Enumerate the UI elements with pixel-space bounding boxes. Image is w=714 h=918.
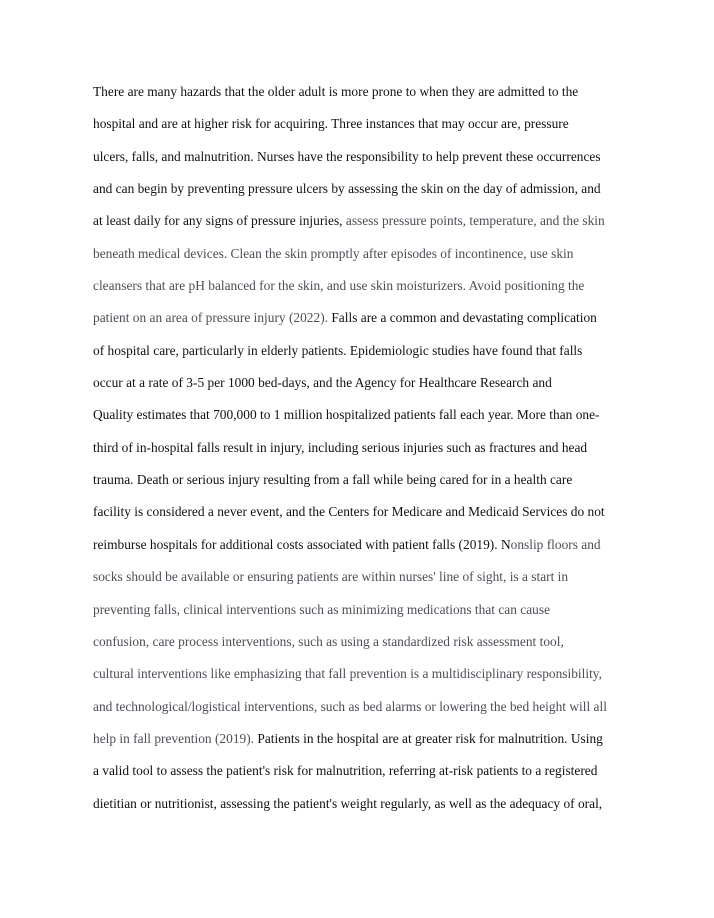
text-run: There are many hazards that the older adult is more prone to when they are admitted to the [93, 84, 579, 99]
text-run: confusion, care process interventions, such as using a standardized risk assessment tool, [93, 633, 564, 649]
text-run: facility is considered a never event, and the Centers for Medicare and Medicaid Services do not [93, 504, 605, 520]
text-run: assess pressure points, temperature, and the skin [345, 213, 605, 229]
text-run: socks should be available or ensuring patients are within nurses' line of sight, is a start in [93, 569, 569, 585]
text-line [93, 533, 638, 565]
text-run: and can begin by preventing pressure ulcers by assessing the skin on the day of admission, and [93, 181, 601, 197]
text-run: Quality estimates that 700,000 to 1 million hospitalized patients fall each year. More than one- [93, 407, 600, 423]
text-line [93, 598, 638, 630]
text-line [93, 209, 638, 241]
text-line [93, 371, 638, 403]
text-run: cultural interventions like emphasizing that fall prevention is a multidisciplinary responsibility, [93, 666, 602, 682]
text-run: at least daily for any signs of pressure injuries, [93, 213, 346, 229]
body-paragraph [93, 80, 638, 824]
text-run: dietitian or nutritionist, assessing the patient's weight regularly, as well as the adequacy of oral, [93, 795, 603, 811]
text-run: onslip floors and [510, 536, 601, 552]
text-run: help in fall prevention (2019). [93, 730, 258, 746]
text-line [93, 112, 638, 144]
text-line [93, 630, 638, 662]
text-line [93, 695, 638, 727]
text-line [93, 662, 638, 694]
text-run: preventing falls, clinical interventions such as minimizing medications that can cause [93, 601, 551, 617]
text-run: beneath medical devices. Clean the skin promptly after episodes of incontinence, use skin [93, 245, 574, 261]
text-line [93, 727, 638, 759]
text-line [93, 468, 638, 500]
text-run: and technological/logistical interventions, such as bed alarms or lowering the bed height will all [93, 698, 607, 714]
text-run: Patients in the hospital are at greater risk for malnutrition. Using [257, 730, 603, 746]
text-run: Falls are a common and devastating complication [331, 310, 597, 326]
text-line [93, 500, 638, 532]
text-line [93, 436, 638, 468]
text-line [93, 177, 638, 209]
text-run: patient on an area of pressure injury (2022). [93, 310, 332, 326]
text-run: of hospital care, particularly in elderly patients. Epidemiologic studies have found that falls [93, 342, 583, 358]
text-line [93, 759, 638, 791]
text-run: ulcers, falls, and malnutrition. Nurses have the responsibility to help prevent these occurrences [93, 148, 601, 164]
text-line [93, 403, 638, 435]
text-line [93, 565, 638, 597]
text-line [93, 306, 638, 338]
text-run: hospital and are at higher risk for acquiring. Three instances that may occur are, pressure [93, 116, 569, 132]
text-line [93, 339, 638, 371]
text-run: occur at a rate of 3-5 per 1000 bed-days, and the Agency for Healthcare Research and [93, 375, 552, 391]
text-run: a valid tool to assess the patient's risk for malnutrition, referring at-risk patients to a registered [93, 763, 598, 779]
text-line [93, 274, 638, 306]
text-run: third of in-hospital falls result in injury, including serious injuries such as fractures and head [93, 439, 588, 455]
text-line [93, 145, 638, 177]
text-line [93, 80, 638, 112]
text-line [93, 242, 638, 274]
text-run: cleansers that are pH balanced for the skin, and use skin moisturizers. Avoid positioning the [93, 278, 585, 294]
text-run: trauma. Death or serious injury resulting from a fall while being cared for in a health care [93, 472, 573, 488]
text-line [93, 792, 638, 824]
text-run: reimburse hospitals for additional costs associated with patient falls (2019). N [93, 536, 511, 552]
